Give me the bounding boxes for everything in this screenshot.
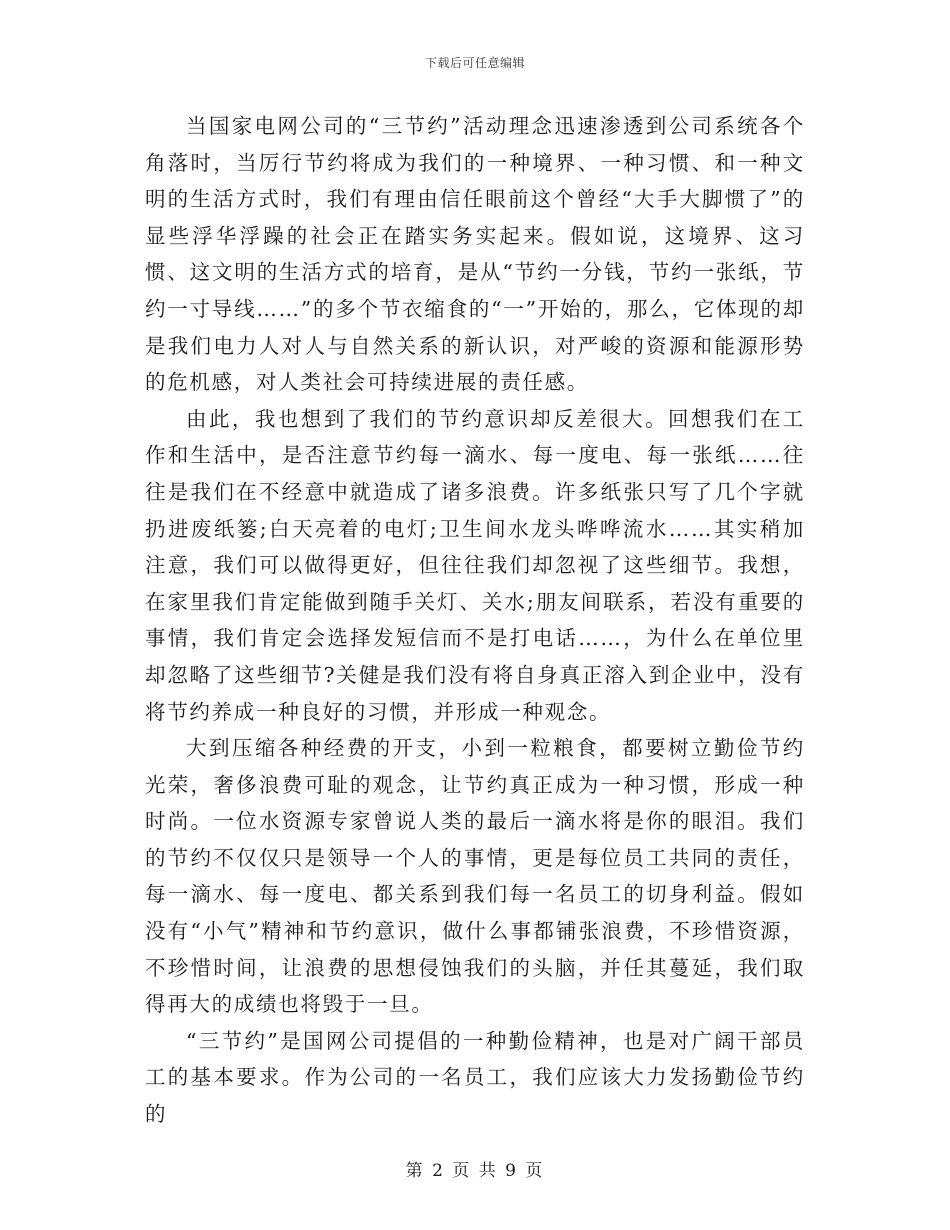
- page-header-note: 下载后可任意编辑: [424, 56, 525, 70]
- paragraph-4: “三节约”是国网公司提倡的一种勤俭精神，也是对广阔干部员工的基本要求。作为公司的一名员工，我们应该大力发扬勤俭节约的: [145, 1028, 805, 1127]
- document-body: [145, 108, 805, 1133]
- paragraph-3: 大到压缩各种经费的开支，小到一粒粮食，都要树立勤俭节约光荣，奢侈浪费可耻的观念，让节约真正成为一种习惯，形成一种时尚。一位水资源专家曾说人类的最后一滴水将是你的眼泪。我们的节约不仅仅只是领导一个人的事情，更是每位员工共同的责任，每一滴水、每一度电、都关系到我们每一名员工的切身利益。假如没有“小气”精神和节约意识，做什么事都铺张浪费，不珍惜资源，不珍惜时间，让浪费的思想侵蚀我们的头脑，并任其蔓延，我们取得再大的成绩也将毁于一旦。: [145, 736, 805, 1017]
- paragraph-2: 由此，我也想到了我们的节约意识却反差很大。回想我们在工作和生活中，是否注意节约每一滴水、每一度电、每一张纸……往往是我们在不经意中就造成了诸多浪费。许多纸张只写了几个字就扔进废纸篓;白天亮着的电灯;卫生间水龙头哗哗流水……其实稍加注意，我们可以做得更好，但往往我们却忽视了这些细节。我想，在家里我们肯定能做到随手关灯、关水;朋友间联系，若没有重要的事情，我们肯定会选择发短信而不是打电话……，为什么在单位里却忽略了这些细节?关健是我们没有将自身真正溶入到企业中，没有将节约养成一种良好的习惯，并形成一种观念。: [145, 406, 805, 724]
- paragraph-1: 当国家电网公司的“三节约”活动理念迅速渗透到公司系统各个角落时，当厉行节约将成为我们的一种境界、一种习惯、和一种文明的生活方式时，我们有理由信任眼前这个曾经“大手大脚惯了”的显些浮华浮躁的社会正在踏实务实起来。假如说，这境界、这习惯、这文明的生活方式的培育，是从“节约一分钱，节约一张纸，节约一寸导线……”的多个节衣缩食的“一”开始的，那么，它体现的却是我们电力人对人与自然关系的新认识，对严峻的资源和能源形势的危机感，对人类社会可持续进展的责任感。: [145, 114, 805, 395]
- page-number-footer: 第 2 页 共 9 页: [405, 1161, 545, 1181]
